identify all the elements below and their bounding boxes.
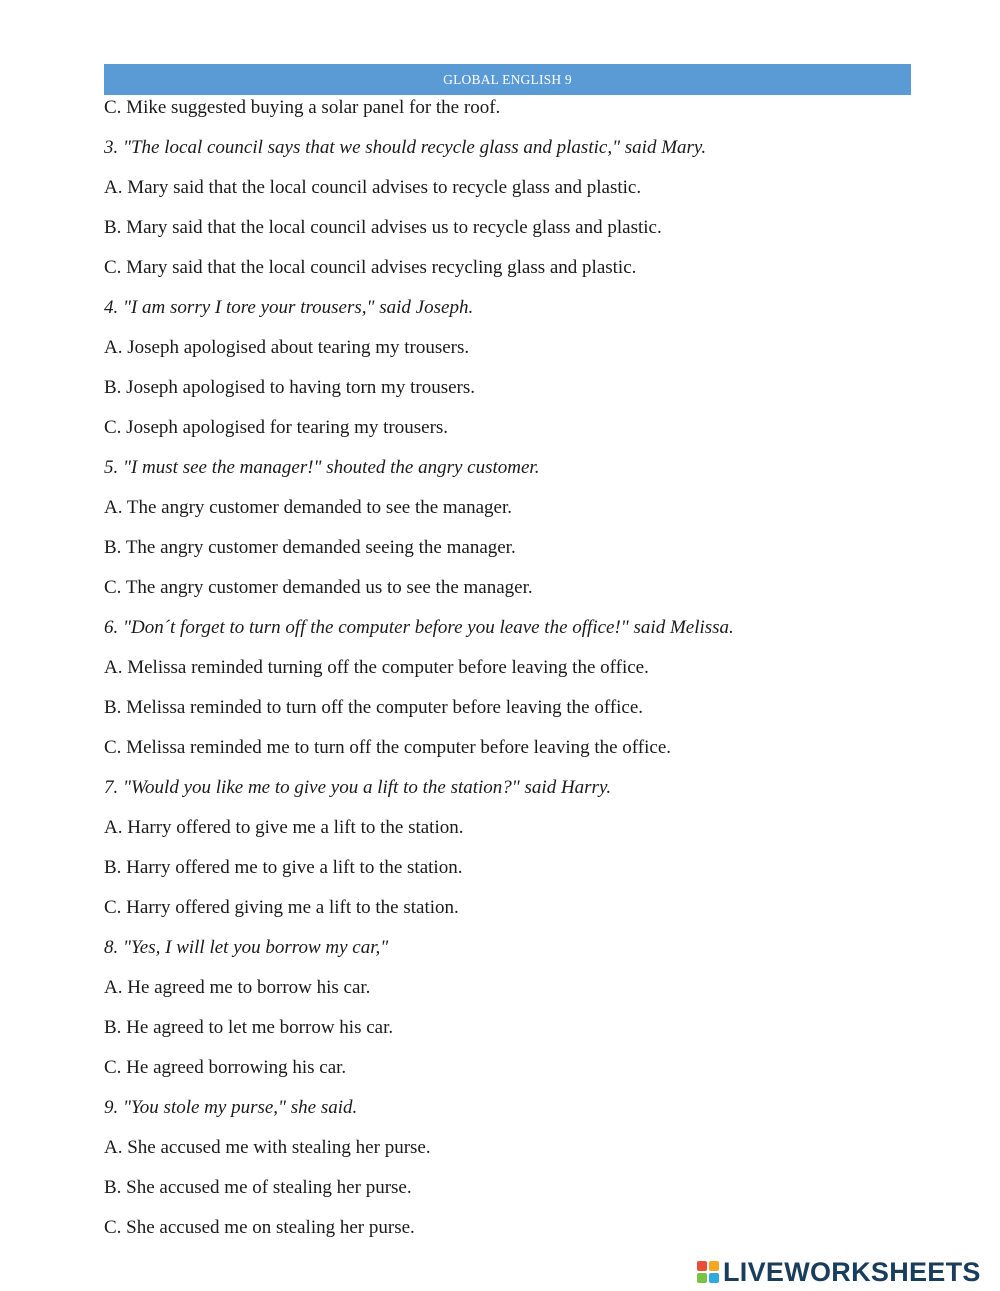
worksheet-content [104, 95, 924, 1255]
answer-option: A. Joseph apologised about tearing my trousers. [104, 337, 470, 358]
logo-block-l [697, 1261, 707, 1271]
logo-wordmark: LIVEWORKSHEETS [723, 1256, 981, 1287]
answer-option: C. She accused me on stealing her purse. [104, 1217, 415, 1238]
question-prompt: 3. "The local council says that we should recycle glass and plastic," said Mary. [104, 137, 707, 158]
answer-option: C. The angry customer demanded us to see the manager. [104, 577, 533, 598]
question-prompt: 8. "Yes, I will let you borrow my car," [104, 937, 389, 958]
page-header [104, 64, 911, 95]
answer-option: B. He agreed to let me borrow his car. [104, 1017, 394, 1038]
logo-blocks-icon [697, 1261, 719, 1283]
question-prompt: 6. "Don´t forget to turn off the computer before you leave the office!" said Melissa. [104, 617, 734, 638]
answer-option: B. She accused me of stealing her purse. [104, 1177, 412, 1198]
liveworksheets-logo [697, 1257, 981, 1287]
question-prompt: 5. "I must see the manager!" shouted the angry customer. [104, 457, 540, 478]
answer-option: B. Joseph apologised to having torn my trousers. [104, 377, 475, 398]
answer-option: C. Harry offered giving me a lift to the station. [104, 897, 459, 918]
answer-option: A. He agreed me to borrow his car. [104, 977, 371, 998]
answer-option: A. Mary said that the local council advises to recycle glass and plastic. [104, 177, 642, 198]
logo-block-e [709, 1273, 719, 1283]
answer-option: B. The angry customer demanded seeing the manager. [104, 537, 516, 558]
answer-option: A. Melissa reminded turning off the computer before leaving the office. [104, 657, 649, 678]
question-prompt: 4. "I am sorry I tore your trousers," said Joseph. [104, 297, 474, 318]
answer-option: B. Melissa reminded to turn off the computer before leaving the office. [104, 697, 644, 718]
question-prompt: 7. "Would you like me to give you a lift to the station?" said Harry. [104, 777, 612, 798]
answer-option: A. She accused me with stealing her purse. [104, 1137, 431, 1158]
answer-option: C. Mike suggested buying a solar panel for the roof. [104, 97, 501, 118]
answer-option: B. Harry offered me to give a lift to the station. [104, 857, 463, 878]
answer-option: C. Melissa reminded me to turn off the computer before leaving the office. [104, 737, 672, 758]
answer-option: C. He agreed borrowing his car. [104, 1057, 347, 1078]
logo-block-i [709, 1261, 719, 1271]
header-title: GLOBAL ENGLISH 9 [443, 72, 572, 87]
answer-option: A. Harry offered to give me a lift to the station. [104, 817, 464, 838]
answer-option: B. Mary said that the local council advises us to recycle glass and plastic. [104, 217, 662, 238]
question-prompt: 9. "You stole my purse," she said. [104, 1097, 358, 1118]
logo-block-v [697, 1273, 707, 1283]
answer-option: A. The angry customer demanded to see the manager. [104, 497, 513, 518]
answer-option: C. Joseph apologised for tearing my trousers. [104, 417, 449, 438]
answer-option: C. Mary said that the local council advises recycling glass and plastic. [104, 257, 637, 278]
